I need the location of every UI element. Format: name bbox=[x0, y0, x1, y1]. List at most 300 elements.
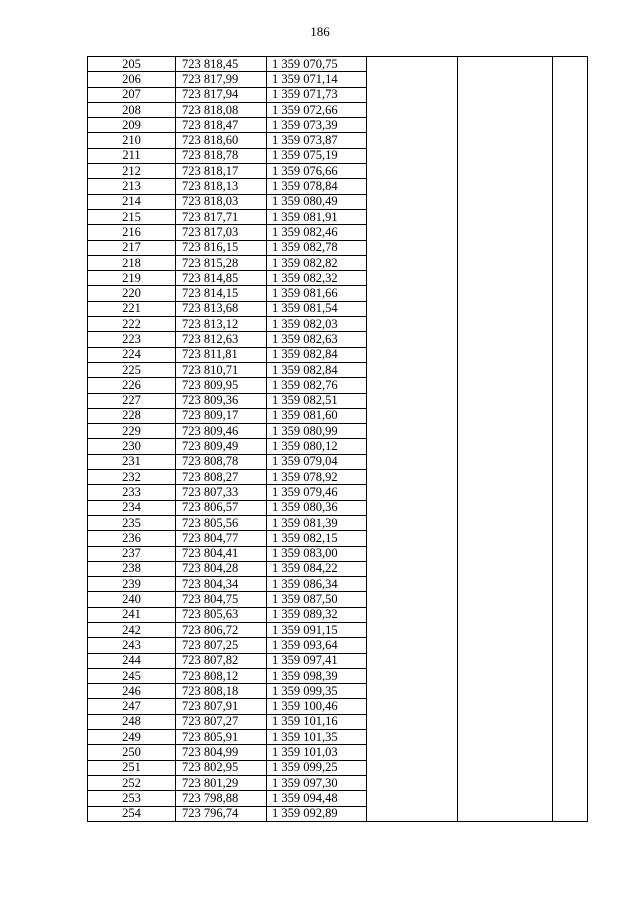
table-row bbox=[88, 454, 588, 469]
table-row bbox=[88, 592, 588, 607]
y-coordinate-cell: 1 359 101,16 bbox=[267, 714, 367, 729]
empty-cell bbox=[458, 317, 553, 332]
x-coordinate-cell: 723 809,95 bbox=[176, 378, 267, 393]
empty-cell bbox=[553, 72, 588, 87]
y-coordinate-cell: 1 359 094,48 bbox=[267, 791, 367, 806]
x-coordinate-cell: 723 804,41 bbox=[176, 546, 267, 561]
empty-cell bbox=[458, 714, 553, 729]
empty-cell bbox=[367, 286, 458, 301]
empty-cell bbox=[367, 148, 458, 163]
x-coordinate-cell: 723 813,68 bbox=[176, 301, 267, 316]
y-coordinate-cell: 1 359 071,14 bbox=[267, 72, 367, 87]
empty-cell bbox=[458, 209, 553, 224]
empty-cell bbox=[458, 301, 553, 316]
point-number-cell: 206 bbox=[88, 72, 176, 87]
table-row bbox=[88, 301, 588, 316]
x-coordinate-cell: 723 809,46 bbox=[176, 424, 267, 439]
y-coordinate-cell: 1 359 082,84 bbox=[267, 362, 367, 377]
empty-cell bbox=[458, 194, 553, 209]
empty-cell bbox=[367, 179, 458, 194]
point-number-cell: 207 bbox=[88, 87, 176, 102]
y-coordinate-cell: 1 359 082,32 bbox=[267, 271, 367, 286]
empty-cell bbox=[367, 209, 458, 224]
empty-cell bbox=[367, 57, 458, 72]
table-row bbox=[88, 714, 588, 729]
x-coordinate-cell: 723 812,63 bbox=[176, 332, 267, 347]
point-number-cell: 231 bbox=[88, 454, 176, 469]
y-coordinate-cell: 1 359 082,03 bbox=[267, 317, 367, 332]
empty-cell bbox=[553, 760, 588, 775]
point-number-cell: 220 bbox=[88, 286, 176, 301]
y-coordinate-cell: 1 359 097,30 bbox=[267, 775, 367, 790]
empty-cell bbox=[458, 72, 553, 87]
empty-cell bbox=[553, 194, 588, 209]
table-row bbox=[88, 653, 588, 668]
empty-cell bbox=[367, 378, 458, 393]
table-row bbox=[88, 531, 588, 546]
empty-cell bbox=[367, 607, 458, 622]
table-row bbox=[88, 730, 588, 745]
table-row bbox=[88, 362, 588, 377]
empty-cell bbox=[367, 745, 458, 760]
x-coordinate-cell: 723 808,12 bbox=[176, 668, 267, 683]
empty-cell bbox=[458, 531, 553, 546]
point-number-cell: 254 bbox=[88, 806, 176, 821]
empty-cell bbox=[367, 240, 458, 255]
y-coordinate-cell: 1 359 101,35 bbox=[267, 730, 367, 745]
table-row bbox=[88, 470, 588, 485]
empty-cell bbox=[553, 332, 588, 347]
empty-cell bbox=[458, 546, 553, 561]
y-coordinate-cell: 1 359 079,46 bbox=[267, 485, 367, 500]
point-number-cell: 253 bbox=[88, 791, 176, 806]
y-coordinate-cell: 1 359 099,35 bbox=[267, 684, 367, 699]
empty-cell bbox=[553, 393, 588, 408]
y-coordinate-cell: 1 359 082,84 bbox=[267, 347, 367, 362]
x-coordinate-cell: 723 818,78 bbox=[176, 148, 267, 163]
y-coordinate-cell: 1 359 076,66 bbox=[267, 164, 367, 179]
empty-cell bbox=[553, 133, 588, 148]
empty-cell bbox=[458, 684, 553, 699]
empty-cell bbox=[367, 439, 458, 454]
empty-cell bbox=[458, 179, 553, 194]
empty-cell bbox=[458, 745, 553, 760]
empty-cell bbox=[553, 607, 588, 622]
empty-cell bbox=[553, 317, 588, 332]
empty-cell bbox=[553, 714, 588, 729]
x-coordinate-cell: 723 818,47 bbox=[176, 118, 267, 133]
table-row bbox=[88, 424, 588, 439]
table-row bbox=[88, 286, 588, 301]
empty-cell bbox=[458, 622, 553, 637]
table-row bbox=[88, 684, 588, 699]
y-coordinate-cell: 1 359 081,91 bbox=[267, 209, 367, 224]
empty-cell bbox=[367, 72, 458, 87]
y-coordinate-cell: 1 359 079,04 bbox=[267, 454, 367, 469]
point-number-cell: 210 bbox=[88, 133, 176, 148]
empty-cell bbox=[553, 653, 588, 668]
empty-cell bbox=[458, 638, 553, 653]
y-coordinate-cell: 1 359 073,87 bbox=[267, 133, 367, 148]
empty-cell bbox=[458, 424, 553, 439]
empty-cell bbox=[458, 500, 553, 515]
point-number-cell: 247 bbox=[88, 699, 176, 714]
empty-cell bbox=[553, 699, 588, 714]
x-coordinate-cell: 723 809,17 bbox=[176, 408, 267, 423]
x-coordinate-cell: 723 818,13 bbox=[176, 179, 267, 194]
empty-cell bbox=[553, 500, 588, 515]
empty-cell bbox=[458, 515, 553, 530]
empty-cell bbox=[367, 102, 458, 117]
empty-cell bbox=[367, 699, 458, 714]
point-number-cell: 241 bbox=[88, 607, 176, 622]
table-row bbox=[88, 133, 588, 148]
point-number-cell: 243 bbox=[88, 638, 176, 653]
point-number-cell: 240 bbox=[88, 592, 176, 607]
empty-cell bbox=[367, 271, 458, 286]
empty-cell bbox=[458, 118, 553, 133]
empty-cell bbox=[553, 225, 588, 240]
table-row bbox=[88, 622, 588, 637]
empty-cell bbox=[367, 668, 458, 683]
x-coordinate-cell: 723 804,99 bbox=[176, 745, 267, 760]
x-coordinate-cell: 723 814,85 bbox=[176, 271, 267, 286]
x-coordinate-cell: 723 817,99 bbox=[176, 72, 267, 87]
point-number-cell: 234 bbox=[88, 500, 176, 515]
empty-cell bbox=[458, 408, 553, 423]
x-coordinate-cell: 723 806,57 bbox=[176, 500, 267, 515]
x-coordinate-cell: 723 804,34 bbox=[176, 577, 267, 592]
point-number-cell: 214 bbox=[88, 194, 176, 209]
x-coordinate-cell: 723 807,82 bbox=[176, 653, 267, 668]
empty-cell bbox=[553, 546, 588, 561]
empty-cell bbox=[553, 638, 588, 653]
point-number-cell: 242 bbox=[88, 622, 176, 637]
empty-cell bbox=[458, 439, 553, 454]
y-coordinate-cell: 1 359 093,64 bbox=[267, 638, 367, 653]
coordinates-table-body bbox=[88, 57, 588, 822]
empty-cell bbox=[367, 332, 458, 347]
empty-cell bbox=[553, 347, 588, 362]
point-number-cell: 251 bbox=[88, 760, 176, 775]
empty-cell bbox=[553, 301, 588, 316]
table-row bbox=[88, 791, 588, 806]
point-number-cell: 230 bbox=[88, 439, 176, 454]
table-row bbox=[88, 148, 588, 163]
empty-cell bbox=[458, 148, 553, 163]
x-coordinate-cell: 723 804,77 bbox=[176, 531, 267, 546]
empty-cell bbox=[458, 577, 553, 592]
y-coordinate-cell: 1 359 082,15 bbox=[267, 531, 367, 546]
table-row bbox=[88, 485, 588, 500]
y-coordinate-cell: 1 359 083,00 bbox=[267, 546, 367, 561]
empty-cell bbox=[553, 378, 588, 393]
empty-cell bbox=[367, 684, 458, 699]
x-coordinate-cell: 723 807,25 bbox=[176, 638, 267, 653]
table-row bbox=[88, 439, 588, 454]
x-coordinate-cell: 723 801,29 bbox=[176, 775, 267, 790]
x-coordinate-cell: 723 818,17 bbox=[176, 164, 267, 179]
y-coordinate-cell: 1 359 087,50 bbox=[267, 592, 367, 607]
empty-cell bbox=[553, 87, 588, 102]
y-coordinate-cell: 1 359 092,89 bbox=[267, 806, 367, 821]
x-coordinate-cell: 723 811,81 bbox=[176, 347, 267, 362]
y-coordinate-cell: 1 359 099,25 bbox=[267, 760, 367, 775]
x-coordinate-cell: 723 817,94 bbox=[176, 87, 267, 102]
point-number-cell: 237 bbox=[88, 546, 176, 561]
empty-cell bbox=[458, 240, 553, 255]
coordinates-table bbox=[87, 56, 588, 822]
table-row bbox=[88, 347, 588, 362]
x-coordinate-cell: 723 807,27 bbox=[176, 714, 267, 729]
empty-cell bbox=[458, 454, 553, 469]
y-coordinate-cell: 1 359 070,75 bbox=[267, 57, 367, 72]
point-number-cell: 244 bbox=[88, 653, 176, 668]
x-coordinate-cell: 723 804,75 bbox=[176, 592, 267, 607]
y-coordinate-cell: 1 359 084,22 bbox=[267, 561, 367, 576]
empty-cell bbox=[367, 592, 458, 607]
point-number-cell: 219 bbox=[88, 271, 176, 286]
empty-cell bbox=[367, 87, 458, 102]
point-number-cell: 222 bbox=[88, 317, 176, 332]
empty-cell bbox=[367, 775, 458, 790]
empty-cell bbox=[367, 470, 458, 485]
empty-cell bbox=[458, 393, 553, 408]
empty-cell bbox=[553, 209, 588, 224]
point-number-cell: 229 bbox=[88, 424, 176, 439]
empty-cell bbox=[367, 301, 458, 316]
empty-cell bbox=[553, 179, 588, 194]
x-coordinate-cell: 723 815,28 bbox=[176, 255, 267, 270]
empty-cell bbox=[458, 470, 553, 485]
x-coordinate-cell: 723 807,91 bbox=[176, 699, 267, 714]
empty-cell bbox=[367, 362, 458, 377]
table-row bbox=[88, 561, 588, 576]
y-coordinate-cell: 1 359 098,39 bbox=[267, 668, 367, 683]
empty-cell bbox=[458, 362, 553, 377]
x-coordinate-cell: 723 802,95 bbox=[176, 760, 267, 775]
empty-cell bbox=[367, 622, 458, 637]
empty-cell bbox=[367, 546, 458, 561]
empty-cell bbox=[458, 102, 553, 117]
y-coordinate-cell: 1 359 082,82 bbox=[267, 255, 367, 270]
y-coordinate-cell: 1 359 101,03 bbox=[267, 745, 367, 760]
x-coordinate-cell: 723 817,03 bbox=[176, 225, 267, 240]
point-number-cell: 248 bbox=[88, 714, 176, 729]
y-coordinate-cell: 1 359 080,99 bbox=[267, 424, 367, 439]
empty-cell bbox=[367, 561, 458, 576]
empty-cell bbox=[367, 577, 458, 592]
empty-cell bbox=[553, 286, 588, 301]
empty-cell bbox=[458, 378, 553, 393]
empty-cell bbox=[553, 271, 588, 286]
table-row bbox=[88, 118, 588, 133]
y-coordinate-cell: 1 359 080,36 bbox=[267, 500, 367, 515]
x-coordinate-cell: 723 805,56 bbox=[176, 515, 267, 530]
table-row bbox=[88, 577, 588, 592]
x-coordinate-cell: 723 814,15 bbox=[176, 286, 267, 301]
empty-cell bbox=[553, 561, 588, 576]
empty-cell bbox=[553, 424, 588, 439]
table-row bbox=[88, 806, 588, 821]
x-coordinate-cell: 723 796,74 bbox=[176, 806, 267, 821]
table-row bbox=[88, 317, 588, 332]
point-number-cell: 239 bbox=[88, 577, 176, 592]
y-coordinate-cell: 1 359 097,41 bbox=[267, 653, 367, 668]
y-coordinate-cell: 1 359 082,76 bbox=[267, 378, 367, 393]
table-row bbox=[88, 408, 588, 423]
empty-cell bbox=[367, 653, 458, 668]
empty-cell bbox=[458, 57, 553, 72]
x-coordinate-cell: 723 809,49 bbox=[176, 439, 267, 454]
empty-cell bbox=[458, 760, 553, 775]
y-coordinate-cell: 1 359 081,54 bbox=[267, 301, 367, 316]
point-number-cell: 226 bbox=[88, 378, 176, 393]
empty-cell bbox=[553, 408, 588, 423]
point-number-cell: 238 bbox=[88, 561, 176, 576]
empty-cell bbox=[458, 332, 553, 347]
table-row bbox=[88, 209, 588, 224]
empty-cell bbox=[367, 760, 458, 775]
empty-cell bbox=[367, 225, 458, 240]
table-row bbox=[88, 638, 588, 653]
y-coordinate-cell: 1 359 078,84 bbox=[267, 179, 367, 194]
table-row bbox=[88, 332, 588, 347]
empty-cell bbox=[458, 255, 553, 270]
empty-cell bbox=[367, 500, 458, 515]
empty-cell bbox=[367, 118, 458, 133]
table-row bbox=[88, 271, 588, 286]
table-row bbox=[88, 378, 588, 393]
table-row bbox=[88, 194, 588, 209]
y-coordinate-cell: 1 359 081,39 bbox=[267, 515, 367, 530]
empty-cell bbox=[458, 347, 553, 362]
y-coordinate-cell: 1 359 072,66 bbox=[267, 102, 367, 117]
empty-cell bbox=[553, 577, 588, 592]
table-row bbox=[88, 393, 588, 408]
y-coordinate-cell: 1 359 089,32 bbox=[267, 607, 367, 622]
empty-cell bbox=[553, 118, 588, 133]
empty-cell bbox=[553, 745, 588, 760]
empty-cell bbox=[367, 133, 458, 148]
x-coordinate-cell: 723 808,78 bbox=[176, 454, 267, 469]
empty-cell bbox=[367, 638, 458, 653]
empty-cell bbox=[458, 87, 553, 102]
empty-cell bbox=[553, 439, 588, 454]
y-coordinate-cell: 1 359 082,51 bbox=[267, 393, 367, 408]
table-row bbox=[88, 760, 588, 775]
y-coordinate-cell: 1 359 075,19 bbox=[267, 148, 367, 163]
empty-cell bbox=[553, 102, 588, 117]
empty-cell bbox=[367, 806, 458, 821]
y-coordinate-cell: 1 359 100,46 bbox=[267, 699, 367, 714]
table-row bbox=[88, 240, 588, 255]
empty-cell bbox=[458, 699, 553, 714]
point-number-cell: 227 bbox=[88, 393, 176, 408]
y-coordinate-cell: 1 359 082,63 bbox=[267, 332, 367, 347]
point-number-cell: 252 bbox=[88, 775, 176, 790]
point-number-cell: 212 bbox=[88, 164, 176, 179]
y-coordinate-cell: 1 359 091,15 bbox=[267, 622, 367, 637]
y-coordinate-cell: 1 359 078,92 bbox=[267, 470, 367, 485]
empty-cell bbox=[458, 286, 553, 301]
x-coordinate-cell: 723 808,18 bbox=[176, 684, 267, 699]
empty-cell bbox=[553, 362, 588, 377]
point-number-cell: 245 bbox=[88, 668, 176, 683]
empty-cell bbox=[553, 684, 588, 699]
y-coordinate-cell: 1 359 082,46 bbox=[267, 225, 367, 240]
point-number-cell: 233 bbox=[88, 485, 176, 500]
empty-cell bbox=[458, 791, 553, 806]
empty-cell bbox=[553, 240, 588, 255]
x-coordinate-cell: 723 808,27 bbox=[176, 470, 267, 485]
empty-cell bbox=[367, 255, 458, 270]
empty-cell bbox=[458, 225, 553, 240]
empty-cell bbox=[458, 271, 553, 286]
empty-cell bbox=[367, 393, 458, 408]
point-number-cell: 249 bbox=[88, 730, 176, 745]
table-row bbox=[88, 546, 588, 561]
point-number-cell: 236 bbox=[88, 531, 176, 546]
empty-cell bbox=[553, 470, 588, 485]
x-coordinate-cell: 723 818,03 bbox=[176, 194, 267, 209]
x-coordinate-cell: 723 805,63 bbox=[176, 607, 267, 622]
empty-cell bbox=[458, 485, 553, 500]
table-row bbox=[88, 699, 588, 714]
empty-cell bbox=[458, 607, 553, 622]
empty-cell bbox=[367, 194, 458, 209]
empty-cell bbox=[458, 653, 553, 668]
empty-cell bbox=[458, 133, 553, 148]
y-coordinate-cell: 1 359 082,78 bbox=[267, 240, 367, 255]
empty-cell bbox=[367, 347, 458, 362]
y-coordinate-cell: 1 359 073,39 bbox=[267, 118, 367, 133]
empty-cell bbox=[367, 454, 458, 469]
empty-cell bbox=[553, 622, 588, 637]
empty-cell bbox=[458, 730, 553, 745]
table-row bbox=[88, 775, 588, 790]
point-number-cell: 225 bbox=[88, 362, 176, 377]
table-row bbox=[88, 515, 588, 530]
empty-cell bbox=[367, 485, 458, 500]
empty-cell bbox=[458, 561, 553, 576]
empty-cell bbox=[367, 730, 458, 745]
empty-cell bbox=[553, 730, 588, 745]
empty-cell bbox=[553, 531, 588, 546]
x-coordinate-cell: 723 805,91 bbox=[176, 730, 267, 745]
x-coordinate-cell: 723 816,15 bbox=[176, 240, 267, 255]
empty-cell bbox=[553, 57, 588, 72]
point-number-cell: 228 bbox=[88, 408, 176, 423]
point-number-cell: 215 bbox=[88, 209, 176, 224]
table-row bbox=[88, 87, 588, 102]
empty-cell bbox=[553, 255, 588, 270]
empty-cell bbox=[553, 454, 588, 469]
table-row bbox=[88, 57, 588, 72]
x-coordinate-cell: 723 813,12 bbox=[176, 317, 267, 332]
x-coordinate-cell: 723 807,33 bbox=[176, 485, 267, 500]
x-coordinate-cell: 723 818,08 bbox=[176, 102, 267, 117]
empty-cell bbox=[367, 408, 458, 423]
point-number-cell: 211 bbox=[88, 148, 176, 163]
empty-cell bbox=[367, 531, 458, 546]
empty-cell bbox=[367, 714, 458, 729]
point-number-cell: 217 bbox=[88, 240, 176, 255]
point-number-cell: 208 bbox=[88, 102, 176, 117]
x-coordinate-cell: 723 818,60 bbox=[176, 133, 267, 148]
x-coordinate-cell: 723 798,88 bbox=[176, 791, 267, 806]
empty-cell bbox=[553, 775, 588, 790]
